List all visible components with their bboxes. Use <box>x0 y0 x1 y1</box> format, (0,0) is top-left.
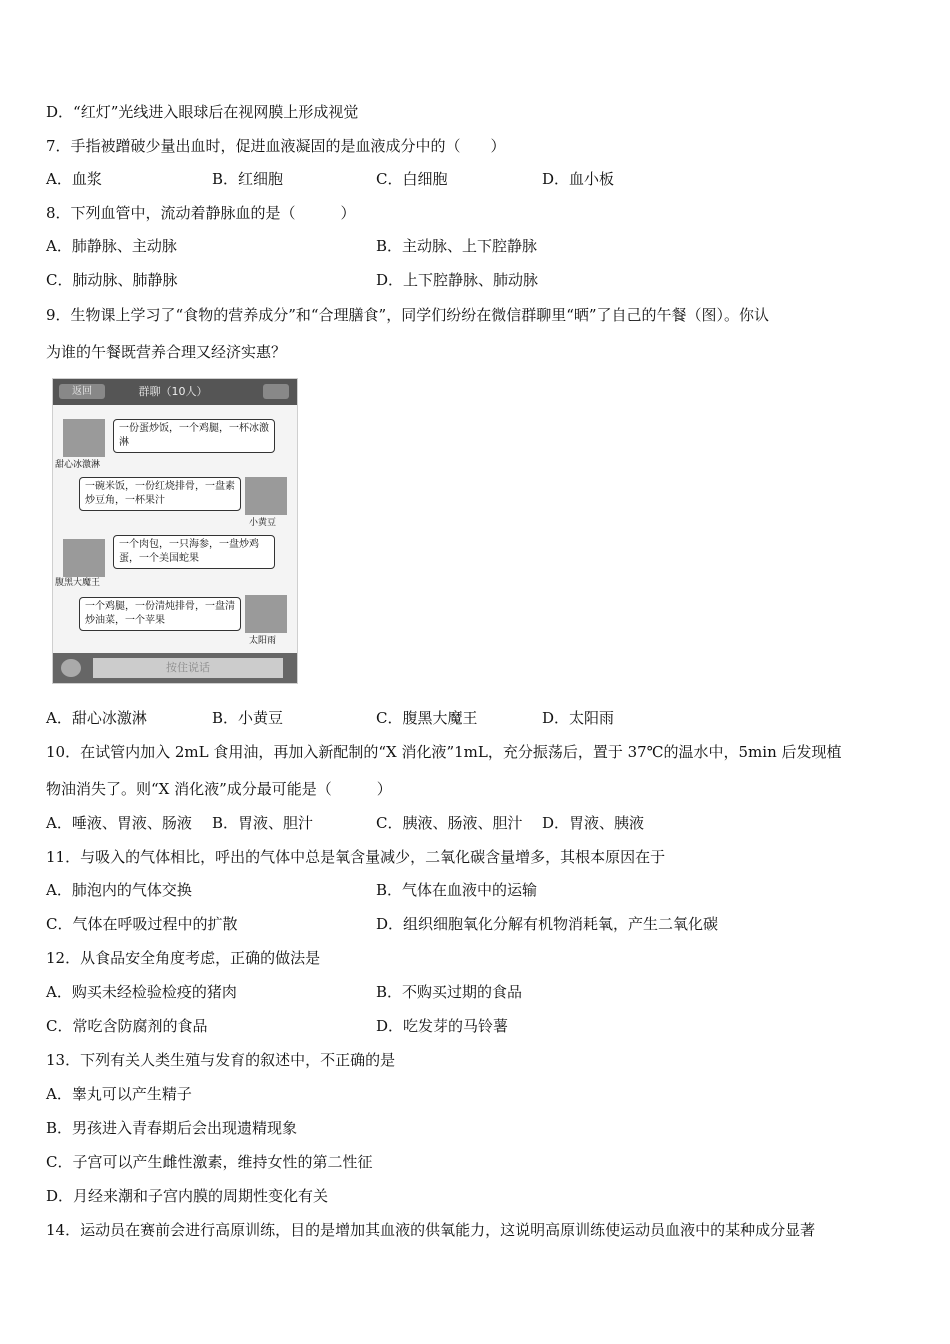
q8-option-a: A．肺静脉、主动脉 <box>46 237 177 255</box>
q12-option-d: D．吃发芽的马铃薯 <box>376 1017 509 1035</box>
q12-stem: 12．从食品安全角度考虑，正确的做法是 <box>46 949 321 967</box>
q9-option-d: D．太阳雨 <box>542 709 615 727</box>
q10-option-c: C．胰液、肠液、胆汁 <box>376 814 523 832</box>
q12-option-b: B．不购买过期的食品 <box>376 983 523 1001</box>
q13-option-a: A．睾丸可以产生精子 <box>46 1085 192 1103</box>
q9-option-b: B．小黄豆 <box>212 709 284 727</box>
q13-stem: 13．下列有关人类生殖与发育的叙述中，不正确的是 <box>46 1051 396 1069</box>
chat-bubble-2: 一碗米饭，一份红烧排骨，一盘素炒豆角，一杯果汁 <box>79 477 241 511</box>
chat-bubble-1: 一份蛋炒饭，一个鸡腿，一杯冰激淋 <box>113 419 275 453</box>
q11-option-b: B．气体在血液中的运输 <box>376 881 538 899</box>
q10-stem-line1: 10．在试管内加入 2mL 食用油，再加入新配制的“X 消化液”1mL，充分振荡后，置于 37℃的温水中，5min 后发现植 <box>46 743 842 761</box>
q10-option-b: B．胃液、胆汁 <box>212 814 314 832</box>
avatar-4 <box>245 595 287 633</box>
q6-option-d: D．“红灯”光线进入眼球后在视网膜上形成视觉 <box>46 103 359 121</box>
avatar-1 <box>63 419 105 457</box>
q10-option-d: D．胃液、胰液 <box>542 814 645 832</box>
chat-name-1: 甜心冰激淋 <box>55 460 101 470</box>
hold-to-talk-button: 按住说话 <box>93 658 283 678</box>
chat-bubble-3: 一个肉包，一只海参，一盘炒鸡蛋，一个美国蛇果 <box>113 535 275 569</box>
q8-stem: 8．下列血管中，流动着静脉血的是（ ） <box>46 204 356 222</box>
chat-name-2: 小黄豆 <box>249 518 277 528</box>
q11-option-a: A．肺泡内的气体交换 <box>46 881 192 899</box>
q12-option-c: C．常吃含防腐剂的食品 <box>46 1017 208 1035</box>
q12-option-a: A．购买未经检验检疫的猪肉 <box>46 983 237 1001</box>
q13-option-b: B．男孩进入青春期后会出现遗精现象 <box>46 1119 298 1137</box>
chat-name-4: 太阳雨 <box>249 636 277 646</box>
q9-option-a: A．甜心冰激淋 <box>46 709 147 727</box>
back-button: 返回 <box>59 384 105 399</box>
q7-option-c: C．白细胞 <box>376 170 448 188</box>
q9-stem-line2: 为谁的午餐既营养合理又经济实惠？ <box>46 343 287 361</box>
q9-stem-line1: 9．生物课上学习了“食物的营养成分”和“合理膳食”，同学们纷纷在微信群聊里“晒”了自己的午餐（图）。你认 <box>46 306 770 324</box>
q13-option-c: C．子宫可以产生雌性激素，维持女性的第二性征 <box>46 1153 373 1171</box>
q10-stem-line2: 物油消失了。则“X 消化液”成分最可能是（ ） <box>46 780 392 798</box>
wechat-group-chat-figure <box>52 378 298 684</box>
q7-option-b: B．红细胞 <box>212 170 284 188</box>
q11-stem: 11．与吸入的气体相比，呼出的气体中总是氧含量减少，二氧化碳含量增多，其根本原因在于 <box>46 848 666 866</box>
q14-stem: 14．运动员在赛前会进行高原训练，目的是增加其血液的供氧能力，这说明高原训练使运动员血液中的某种成分显著 <box>46 1221 816 1239</box>
avatar-2 <box>245 477 287 515</box>
q13-option-d: D．月经来潮和子宫内膜的周期性变化有关 <box>46 1187 329 1205</box>
q7-option-a: A．血浆 <box>46 170 102 188</box>
q11-option-d: D．组织细胞氧化分解有机物消耗氧，产生二氧化碳 <box>376 915 719 933</box>
chat-bubble-4: 一个鸡腿，一份清炖排骨，一盘清炒油菜，一个苹果 <box>79 597 241 631</box>
chat-title: 群聊（10人） <box>138 385 208 398</box>
q7-stem: 7．手指被蹭破少量出血时，促进血液凝固的是血液成分中的（ ） <box>46 137 506 155</box>
chat-input-bar <box>53 653 297 683</box>
group-members-icon <box>263 384 289 399</box>
q10-option-a: A．唾液、胃液、肠液 <box>46 814 192 832</box>
q8-option-c: C．肺动脉、肺静脉 <box>46 271 178 289</box>
chat-header <box>53 379 297 405</box>
voice-toggle-icon <box>61 659 81 677</box>
q8-option-d: D．上下腔静脉、肺动脉 <box>376 271 539 289</box>
avatar-3 <box>63 539 105 577</box>
q9-option-c: C．腹黑大魔王 <box>376 709 478 727</box>
chat-name-3: 腹黑大魔王 <box>55 578 101 588</box>
q8-option-b: B．主动脉、上下腔静脉 <box>376 237 538 255</box>
q7-option-d: D．血小板 <box>542 170 615 188</box>
q11-option-c: C．气体在呼吸过程中的扩散 <box>46 915 238 933</box>
